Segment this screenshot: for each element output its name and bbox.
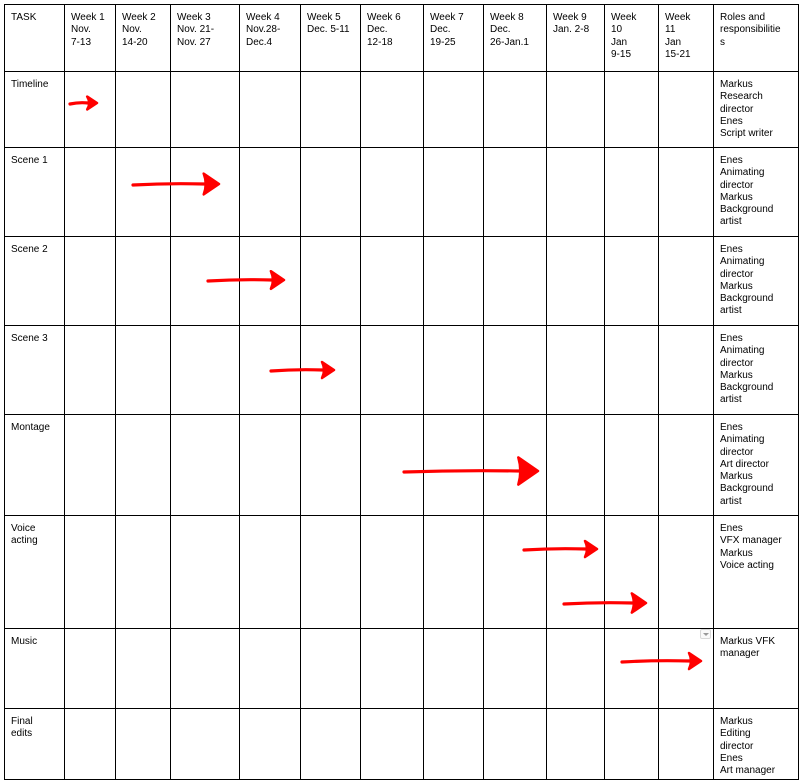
roles-cell[interactable]: Enes Animating director Markus Background artist xyxy=(714,237,799,326)
week-cell[interactable] xyxy=(659,237,714,326)
roles-cell[interactable]: Enes Animating director Markus Background artist xyxy=(714,148,799,237)
week-cell[interactable] xyxy=(547,326,605,415)
week-cell[interactable] xyxy=(605,629,659,709)
roles-cell[interactable]: Markus VFK manager xyxy=(714,629,799,709)
week-cell[interactable] xyxy=(301,629,361,709)
header-week-8[interactable]: Week 8 Dec. 26-Jan.1 xyxy=(484,5,547,72)
week-cell[interactable] xyxy=(361,326,424,415)
task-name-cell[interactable]: Scene 3 xyxy=(5,326,65,415)
table-row xyxy=(5,237,799,326)
roles-cell[interactable]: Enes VFX manager Markus Voice acting xyxy=(714,516,799,629)
week-cell[interactable] xyxy=(361,237,424,326)
week-cell[interactable] xyxy=(361,629,424,709)
week-cell[interactable] xyxy=(605,516,659,629)
week-cell[interactable] xyxy=(116,709,171,780)
week-cell[interactable] xyxy=(547,237,605,326)
week-cell[interactable] xyxy=(171,326,240,415)
week-cell[interactable] xyxy=(301,415,361,516)
table-row xyxy=(5,148,799,237)
header-row xyxy=(5,5,799,72)
week-cell[interactable] xyxy=(361,415,424,516)
roles-cell[interactable]: Markus Research director Enes Script writer xyxy=(714,72,799,148)
header-week-6[interactable]: Week 6 Dec. 12-18 xyxy=(361,5,424,72)
week-cell[interactable] xyxy=(301,72,361,148)
week-cell[interactable] xyxy=(659,516,714,629)
week-cell[interactable] xyxy=(240,415,301,516)
week-cell[interactable] xyxy=(605,237,659,326)
header-week-1[interactable]: Week 1 Nov. 7-13 xyxy=(65,5,116,72)
week-cell[interactable] xyxy=(484,415,547,516)
task-name-cell[interactable]: Scene 2 xyxy=(5,237,65,326)
week-cell[interactable] xyxy=(65,148,116,237)
week-cell[interactable] xyxy=(116,415,171,516)
table-row xyxy=(5,709,799,780)
week-cell[interactable] xyxy=(361,72,424,148)
week-cell[interactable] xyxy=(171,237,240,326)
header-week-4[interactable]: Week 4 Nov.28- Dec.4 xyxy=(240,5,301,72)
week-cell[interactable] xyxy=(240,326,301,415)
week-cell[interactable] xyxy=(659,148,714,237)
task-name-cell[interactable]: Timeline xyxy=(5,72,65,148)
week-cell[interactable] xyxy=(605,148,659,237)
project-schedule-table xyxy=(4,4,799,780)
week-cell[interactable] xyxy=(65,237,116,326)
header-week-9[interactable]: Week 9 Jan. 2-8 xyxy=(547,5,605,72)
week-cell[interactable] xyxy=(605,709,659,780)
week-cell[interactable] xyxy=(171,709,240,780)
week-cell[interactable] xyxy=(484,237,547,326)
task-name-cell[interactable]: Montage xyxy=(5,415,65,516)
week-cell[interactable] xyxy=(605,415,659,516)
week-cell[interactable] xyxy=(484,709,547,780)
week-cell[interactable] xyxy=(659,415,714,516)
task-name-cell[interactable]: Scene 1 xyxy=(5,148,65,237)
week-cell[interactable] xyxy=(65,415,116,516)
week-cell[interactable] xyxy=(65,72,116,148)
week-cell[interactable] xyxy=(361,516,424,629)
roles-cell[interactable]: Enes Animating director Markus Background artist xyxy=(714,326,799,415)
header-week-3[interactable]: Week 3 Nov. 21- Nov. 27 xyxy=(171,5,240,72)
week-cell[interactable] xyxy=(171,629,240,709)
week-cell[interactable] xyxy=(424,709,484,780)
gantt-sheet xyxy=(4,4,798,777)
week-cell[interactable] xyxy=(547,415,605,516)
week-cell[interactable] xyxy=(171,415,240,516)
week-cell[interactable] xyxy=(116,148,171,237)
header-task[interactable]: TASK xyxy=(5,5,65,72)
header-week-11[interactable]: Week 11 Jan 15-21 xyxy=(659,5,714,72)
week-cell[interactable] xyxy=(116,326,171,415)
week-cell[interactable] xyxy=(361,148,424,237)
week-cell[interactable] xyxy=(240,148,301,237)
week-cell[interactable] xyxy=(171,72,240,148)
roles-cell[interactable]: Enes Animating director Art director Markus Background artist xyxy=(714,415,799,516)
task-name-cell[interactable]: Voice acting xyxy=(5,516,65,629)
week-cell[interactable] xyxy=(240,629,301,709)
table-row xyxy=(5,516,799,629)
week-cell[interactable] xyxy=(424,629,484,709)
week-cell[interactable] xyxy=(547,709,605,780)
cell-dropdown-icon[interactable] xyxy=(700,629,711,639)
week-cell[interactable] xyxy=(424,516,484,629)
week-cell[interactable] xyxy=(361,709,424,780)
task-name-cell[interactable]: Final edits xyxy=(5,709,65,780)
week-cell[interactable] xyxy=(547,72,605,148)
week-cell[interactable] xyxy=(424,148,484,237)
week-cell[interactable] xyxy=(659,629,714,709)
week-cell[interactable] xyxy=(240,237,301,326)
header-week-7[interactable]: Week 7 Dec. 19-25 xyxy=(424,5,484,72)
week-cell[interactable] xyxy=(240,516,301,629)
week-cell[interactable] xyxy=(116,516,171,629)
week-cell[interactable] xyxy=(171,516,240,629)
week-cell[interactable] xyxy=(605,72,659,148)
week-cell[interactable] xyxy=(240,72,301,148)
header-roles[interactable]: Roles and responsibilitie s xyxy=(714,5,799,72)
week-cell[interactable] xyxy=(484,516,547,629)
week-cell[interactable] xyxy=(484,326,547,415)
week-cell[interactable] xyxy=(659,709,714,780)
week-cell[interactable] xyxy=(65,629,116,709)
week-cell[interactable] xyxy=(301,326,361,415)
week-cell[interactable] xyxy=(301,516,361,629)
table-row xyxy=(5,415,799,516)
week-cell[interactable] xyxy=(484,629,547,709)
header-week-5[interactable]: Week 5 Dec. 5-11 xyxy=(301,5,361,72)
table-row xyxy=(5,72,799,148)
week-cell[interactable] xyxy=(547,148,605,237)
task-name-cell[interactable]: Music xyxy=(5,629,65,709)
week-cell[interactable] xyxy=(116,72,171,148)
week-cell[interactable] xyxy=(547,629,605,709)
week-cell[interactable] xyxy=(424,237,484,326)
week-cell[interactable] xyxy=(301,709,361,780)
table-row xyxy=(5,629,799,709)
week-cell[interactable] xyxy=(424,415,484,516)
week-cell[interactable] xyxy=(484,148,547,237)
week-cell[interactable] xyxy=(65,326,116,415)
week-cell[interactable] xyxy=(240,709,301,780)
week-cell[interactable] xyxy=(424,326,484,415)
week-cell[interactable] xyxy=(301,148,361,237)
week-cell[interactable] xyxy=(171,148,240,237)
week-cell[interactable] xyxy=(659,72,714,148)
week-cell[interactable] xyxy=(605,326,659,415)
week-cell[interactable] xyxy=(301,237,361,326)
week-cell[interactable] xyxy=(65,516,116,629)
table-row xyxy=(5,326,799,415)
week-cell[interactable] xyxy=(547,516,605,629)
week-cell[interactable] xyxy=(65,709,116,780)
header-week-10[interactable]: Week 10 Jan 9-15 xyxy=(605,5,659,72)
week-cell[interactable] xyxy=(116,629,171,709)
week-cell[interactable] xyxy=(484,72,547,148)
week-cell[interactable] xyxy=(424,72,484,148)
header-week-2[interactable]: Week 2 Nov. 14-20 xyxy=(116,5,171,72)
roles-cell[interactable]: Markus Editing director Enes Art manager xyxy=(714,709,799,780)
week-cell[interactable] xyxy=(659,326,714,415)
week-cell[interactable] xyxy=(116,237,171,326)
